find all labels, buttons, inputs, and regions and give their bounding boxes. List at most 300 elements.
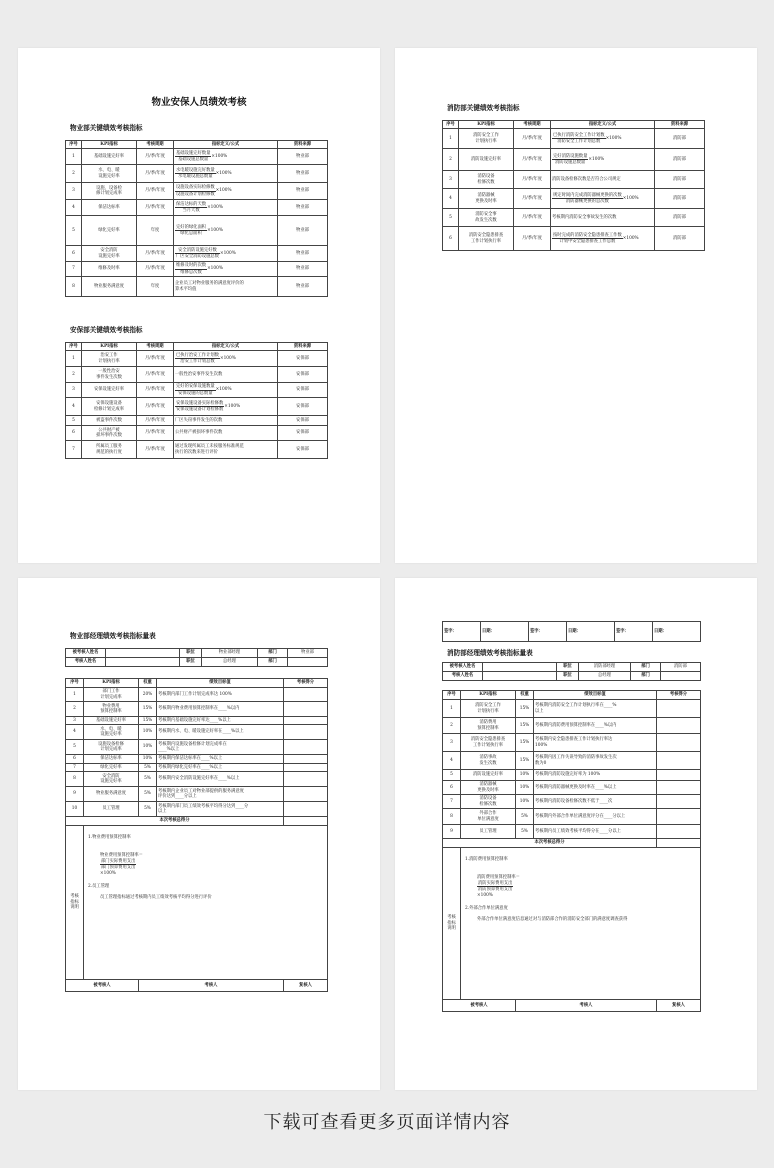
table-row <box>443 209 705 227</box>
table-row <box>66 351 328 367</box>
row-number: 9 <box>66 787 84 802</box>
table-row <box>443 809 701 825</box>
info-table <box>65 648 328 667</box>
formula-multiplier: ×100% <box>215 188 232 194</box>
kpi-name: 基础设施完好率 <box>84 717 139 725</box>
source: 安保部 <box>278 367 328 383</box>
row-number: 4 <box>66 725 84 740</box>
kpi-table-fire <box>442 120 705 251</box>
source: 消防部 <box>655 227 705 251</box>
kpi-name: 安保设施完好率 <box>82 383 137 398</box>
fraction-numerator: 设施设备实际检修数 <box>176 185 215 191</box>
formula-multiplier: ×100% <box>622 195 639 201</box>
score-cell <box>284 755 328 764</box>
row-number: 2 <box>443 718 461 734</box>
kpi-name: 公共财产被 损坏事件次数 <box>82 426 137 441</box>
document-page-2 <box>395 48 757 563</box>
score-cell <box>657 795 701 809</box>
fraction <box>175 225 207 237</box>
examiner-value <box>106 658 180 667</box>
position-label: 职位 <box>180 658 202 667</box>
kpi-name: 设施设备检修 计划完成率 <box>84 740 139 755</box>
kpi-name: 消防设备 检修次数 <box>461 795 516 809</box>
column-header: KPI指标 <box>82 141 137 149</box>
row-number: 4 <box>443 752 461 770</box>
row-number: 6 <box>443 781 461 795</box>
target-value: 考核期内部门工作计划完成率达 100% <box>157 688 284 702</box>
score-cell <box>657 770 701 781</box>
score-cell <box>657 781 701 795</box>
row-number: 7 <box>443 795 461 809</box>
score-cell <box>284 787 328 802</box>
weight: 10% <box>516 770 534 781</box>
fraction <box>552 133 606 145</box>
position-value: 消防部经理 <box>579 663 631 672</box>
sign-reviewer: 复核人 <box>284 980 328 992</box>
row-number: 1 <box>443 129 459 149</box>
definition <box>174 426 278 441</box>
score-cell <box>284 725 328 740</box>
fraction <box>175 263 207 275</box>
column-header: 资料来源 <box>278 141 328 149</box>
table-header-row <box>443 121 705 129</box>
source: 物业部 <box>278 149 328 165</box>
kpi-name: 水、电、暖 设施完好率 <box>82 165 137 183</box>
fraction-numerator: 完好的安保设施数量 <box>176 384 215 390</box>
target-value: 考核期内物业费用预算控制率在____%以内 <box>157 702 284 717</box>
source: 安保部 <box>278 383 328 398</box>
table-row <box>66 717 328 725</box>
cycle: 月/季/年度 <box>137 183 174 200</box>
dept-label: 部门 <box>258 649 288 658</box>
cycle: 月/季/年度 <box>137 416 174 426</box>
formula-multiplier: ×100% <box>207 227 223 233</box>
table-row <box>66 426 328 441</box>
target-value: 考核期内消防安全工作计划执行率在____% 以上 <box>534 700 657 718</box>
table-row <box>66 165 328 183</box>
column-header: 指标定义/公式 <box>174 141 278 149</box>
score-table <box>442 690 701 1012</box>
definition <box>174 383 278 398</box>
dept-value: 物业部 <box>288 649 328 658</box>
section-title: 消防部关键绩效考核指标 <box>447 104 520 112</box>
fraction-numerator: 基础设施完好数量 <box>176 150 211 156</box>
fraction-denominator: 安保设施设备计划检修数 <box>176 407 224 412</box>
kpi-name: 消防器械 更换及时率 <box>461 781 516 795</box>
formula-multiplier: ×100% <box>588 156 605 162</box>
signature-label: 签字： <box>443 622 481 642</box>
dept-value: 消防部 <box>661 663 701 672</box>
note-2-text: 外部合作单位满意度信息通过对与消防部合作的消防安全部门的满意度调查获得 <box>477 916 628 922</box>
row-number: 8 <box>443 809 461 825</box>
fraction-denominator: 厂区安全消防设施总数 <box>176 254 219 259</box>
row-number: 8 <box>66 772 84 787</box>
cycle: 月/季/年度 <box>514 171 551 189</box>
fraction-numerator: 水电暖设施完好数量 <box>176 167 215 173</box>
cycle: 月/季/年度 <box>137 441 174 459</box>
table-row <box>66 200 328 216</box>
score-cell <box>657 718 701 734</box>
definition <box>551 149 655 171</box>
position-value: 物业部经理 <box>202 649 258 658</box>
formula-multiplier: ×100% <box>215 387 232 393</box>
document-page-4 <box>395 578 757 1090</box>
formula-multiplier: ×100% <box>605 135 622 141</box>
row-number: 2 <box>66 165 82 183</box>
source: 消防部 <box>655 149 705 171</box>
cycle: 月/季/年度 <box>137 149 174 165</box>
source: 物业部 <box>278 277 328 297</box>
weight: 15% <box>516 734 534 752</box>
target-value: 考核期内因工作失误导致的消防事故发生次 数为0 <box>534 752 657 770</box>
fraction <box>175 353 220 365</box>
table-header-row <box>443 691 701 700</box>
fraction-numerator: 已执行消防安全工作计划数 <box>553 132 605 138</box>
row-number: 5 <box>443 770 461 781</box>
fraction-numerator: 安保设施设备实际检修数 <box>176 400 224 406</box>
target-value: 考核期内员工绩效考核平均得分在____分以上 <box>534 825 657 839</box>
source: 安保部 <box>278 398 328 416</box>
formula-multiplier: ×100% <box>100 870 116 876</box>
total-score-label: 本次考核总得分 <box>443 839 657 848</box>
definition-text: 消防设备检修次数是否符合公司规定 <box>552 176 621 182</box>
column-header: 考核得分 <box>657 691 701 700</box>
fraction-numerator: 维修及时的次数 <box>176 263 207 269</box>
definition <box>174 398 278 416</box>
weight: 5% <box>516 809 534 825</box>
target-value: 考核期内消防费用预算控制率在____%以内 <box>534 718 657 734</box>
examinee-label: 被考核人姓名 <box>443 663 483 672</box>
row-number: 5 <box>443 209 459 227</box>
row-number: 6 <box>66 426 82 441</box>
column-header: 序号 <box>66 679 84 688</box>
examinee-value <box>106 649 180 658</box>
row-number: 4 <box>443 189 459 209</box>
table-row <box>66 702 328 717</box>
kpi-name: 绿化完好率 <box>82 216 137 246</box>
fraction-denominator: 消防器械更换的总次数 <box>565 199 609 204</box>
fraction-numerator: 保洁达标的天数 <box>176 201 207 207</box>
fraction <box>175 202 207 214</box>
row-number: 2 <box>66 702 84 717</box>
formula-multiplier: ×100% <box>215 170 232 176</box>
table-header-row <box>66 343 328 351</box>
score-cell <box>657 752 701 770</box>
row-number: 5 <box>66 740 84 755</box>
target-value: 考核期内消防设备检修次数不低于____次 <box>534 795 657 809</box>
table-header-row <box>66 679 328 688</box>
column-header: 绩效目标值 <box>157 679 284 688</box>
fraction-numerator: 安全消防设施完好数 <box>175 248 220 254</box>
table-row <box>66 441 328 459</box>
weight: 15% <box>139 717 157 725</box>
row-number: 3 <box>66 383 82 398</box>
notes-content <box>461 848 701 1000</box>
table-row <box>443 752 701 770</box>
document-page-1 <box>18 48 380 563</box>
cycle: 月/季/年度 <box>137 426 174 441</box>
target-value: 考核期内外部合作单位满意度评分在____分以上 <box>534 809 657 825</box>
column-header: 资料来源 <box>278 343 328 351</box>
table-row <box>66 787 328 802</box>
cycle: 月/季/年度 <box>137 262 174 277</box>
kpi-name: 绿化完好率 <box>84 764 139 772</box>
row-number: 6 <box>443 227 459 251</box>
document-title: 物业安保人员绩效考核 <box>151 97 247 108</box>
weight: 10% <box>516 795 534 809</box>
note-2-title: 2.员工管理 <box>88 883 110 889</box>
target-value: 考核期内保洁达标率在____%以上 <box>157 755 284 764</box>
cycle: 月/季/年度 <box>137 200 174 216</box>
table-row <box>443 171 705 189</box>
row-number: 2 <box>66 367 82 383</box>
column-header: 权重 <box>139 679 157 688</box>
column-header: 绩效目标值 <box>534 691 657 700</box>
definition <box>174 149 278 165</box>
sign-examinee: 被考核人 <box>443 1000 516 1012</box>
kpi-name: 设施、设备检 修计划完成率 <box>82 183 137 200</box>
score-cell <box>284 702 328 717</box>
weight: 5% <box>139 802 157 817</box>
kpi-name: 物业费用 预算控制率 <box>84 702 139 717</box>
definition <box>174 416 278 426</box>
fraction-numerator: 部门实际费用支出 <box>101 858 136 864</box>
position-value: 总经理 <box>202 658 258 667</box>
score-cell <box>284 688 328 702</box>
position-label: 职位 <box>557 663 579 672</box>
row-number: 1 <box>66 351 82 367</box>
column-header: 序号 <box>66 141 82 149</box>
table-row <box>66 383 328 398</box>
examinee-value <box>483 663 557 672</box>
weight: 10% <box>139 725 157 740</box>
column-header: 序号 <box>443 121 459 129</box>
weight: 15% <box>516 752 534 770</box>
signature-label: 签字： <box>615 622 653 642</box>
row-number: 3 <box>443 171 459 189</box>
kpi-name: 消防设施完好率 <box>459 149 514 171</box>
sign-examiner: 考核人 <box>516 1000 657 1012</box>
fraction-denominator: 当月天数 <box>182 208 200 213</box>
row-number: 2 <box>443 149 459 171</box>
cycle: 月/季/年度 <box>514 149 551 171</box>
formula-multiplier: ×100% <box>219 355 236 361</box>
date-label: 日期： <box>653 622 701 642</box>
fraction <box>552 154 588 166</box>
kpi-name: 安保设施设备 检修计划完成率 <box>82 398 137 416</box>
position-label: 职位 <box>180 649 202 658</box>
table-row <box>66 262 328 277</box>
kpi-name: 消防安全隐患排查 工作计划执行率 <box>459 227 514 251</box>
definition <box>551 171 655 189</box>
note-1-title: 1.物业费用预算控制率 <box>88 835 131 841</box>
table-header-row <box>66 141 328 149</box>
kpi-name: 员工管理 <box>461 825 516 839</box>
cycle: 月/季/年度 <box>514 209 551 227</box>
source: 消防部 <box>655 189 705 209</box>
table-row <box>443 149 705 171</box>
formula-multiplier: ×100% <box>211 153 228 159</box>
kpi-name: 治安工作 计划执行率 <box>82 351 137 367</box>
score-cell <box>657 809 701 825</box>
table-row <box>66 772 328 787</box>
sign-examiner: 考核人 <box>139 980 284 992</box>
source: 安保部 <box>278 441 328 459</box>
definition <box>174 351 278 367</box>
definition <box>551 227 655 251</box>
target-value: 考核期内消防器械更换及时率在____%以上 <box>534 781 657 795</box>
row-number: 3 <box>66 183 82 200</box>
fraction <box>175 384 216 396</box>
row-number: 9 <box>443 825 461 839</box>
formula-multiplier: ×100% <box>224 403 241 409</box>
source: 消防部 <box>655 171 705 189</box>
kpi-table-security <box>65 342 328 459</box>
dept-label: 部门 <box>631 672 661 681</box>
weight: 10% <box>139 755 157 764</box>
table-row <box>443 825 701 839</box>
kpi-name: 被盗事件次数 <box>82 416 137 426</box>
info-table <box>442 662 701 681</box>
examiner-value <box>483 672 557 681</box>
fraction-numerator: 完好的绿化面积 <box>176 224 207 230</box>
kpi-name: 保洁达标率 <box>82 200 137 216</box>
kpi-name: 安全消防 设施完好率 <box>84 772 139 787</box>
row-number: 1 <box>66 149 82 165</box>
column-header: 权重 <box>516 691 534 700</box>
score-cell <box>284 717 328 725</box>
source: 物业部 <box>278 183 328 200</box>
source: 消防部 <box>655 129 705 149</box>
score-cell <box>657 825 701 839</box>
kpi-name: 一般性治安 事件发生次数 <box>82 367 137 383</box>
sign-reviewer: 复核人 <box>657 1000 701 1012</box>
formula-left: 物业费用预算控制率＝ <box>100 853 143 859</box>
target-value: 考核期内设施设备检修计划完成率在 ____%以上 <box>157 740 284 755</box>
definition <box>174 246 278 262</box>
column-header: 资料来源 <box>655 121 705 129</box>
cycle: 月/季/年度 <box>514 227 551 251</box>
fraction <box>175 185 216 197</box>
table-row <box>66 246 328 262</box>
definition-text: 考核期内消防安全事故发生的次数 <box>552 214 617 220</box>
column-header: 考核周期 <box>514 121 551 129</box>
formula-multiplier: ×100% <box>207 266 223 272</box>
kpi-name: 消防安全工作 计划执行率 <box>459 129 514 149</box>
kpi-name: 维修及时率 <box>82 262 137 277</box>
download-more-link[interactable]: 下载可查看更多页面详情内容 <box>263 1112 511 1133</box>
weight: 10% <box>516 781 534 795</box>
fraction-denominator: 基础设施总数量 <box>178 157 209 162</box>
column-header: 指标定义/公式 <box>174 343 278 351</box>
column-header: KPI指标 <box>461 691 516 700</box>
fraction <box>175 168 216 180</box>
definition <box>174 277 278 297</box>
source: 物业部 <box>278 246 328 262</box>
definition-text: 通过发现所属员工未按服务标准规范 执行的次数来进行评价 <box>175 444 244 455</box>
fraction-numerator: 已执行治安工作计划数 <box>176 352 219 358</box>
section-title: 消防部经理绩效考核指标量表 <box>447 649 533 657</box>
signature-label: 签字： <box>529 622 567 642</box>
table-row <box>443 718 701 734</box>
section-title: 安保部关键绩效考核指标 <box>70 326 143 334</box>
kpi-name: 消防设备 检修次数 <box>459 171 514 189</box>
fraction-denominator: 计划中安全隐患排查工作总数 <box>559 239 616 244</box>
source: 安保部 <box>278 351 328 367</box>
kpi-name: 物业服务满意度 <box>84 787 139 802</box>
score-cell <box>657 700 701 718</box>
table-row <box>443 770 701 781</box>
score-cell <box>284 772 328 787</box>
row-number: 3 <box>443 734 461 752</box>
weight: 15% <box>516 700 534 718</box>
row-number: 5 <box>66 216 82 246</box>
source: 物业部 <box>278 262 328 277</box>
position-label: 职位 <box>557 672 579 681</box>
target-value: 考核期内安全消防设施完好率在____%以上 <box>157 772 284 787</box>
definition <box>174 441 278 459</box>
definition <box>551 209 655 227</box>
cycle: 月/季/年度 <box>137 367 174 383</box>
column-header: KPI指标 <box>84 679 139 688</box>
table-row <box>66 398 328 416</box>
sign-examinee: 被考核人 <box>66 980 139 992</box>
kpi-name: 消防事故 发生次数 <box>461 752 516 770</box>
kpi-name: 基础设施完好率 <box>82 149 137 165</box>
fraction-denominator: 绿化总面积 <box>180 231 202 236</box>
table-row <box>443 227 705 251</box>
fraction <box>175 151 211 163</box>
fraction-numerator: 完好消防设施数量 <box>553 153 588 159</box>
fraction <box>552 193 623 205</box>
definition <box>174 165 278 183</box>
definition <box>551 129 655 149</box>
source: 物业部 <box>278 165 328 183</box>
score-cell <box>284 764 328 772</box>
table-row <box>443 700 701 718</box>
kpi-name: 员工管理 <box>84 802 139 817</box>
fraction-denominator: 设施设备计划检修数 <box>176 191 215 197</box>
row-number: 1 <box>443 700 461 718</box>
table-row <box>443 795 701 809</box>
definition <box>174 216 278 246</box>
column-header: KPI指标 <box>82 343 137 351</box>
weight: 15% <box>139 702 157 717</box>
examiner-label: 考核人姓名 <box>443 672 483 681</box>
column-header: 考核周期 <box>137 343 174 351</box>
note-2-text: 员工管理指标通过考核期内员工绩效考核平均得分进行评价 <box>100 894 212 900</box>
cycle: 月/季/年度 <box>514 189 551 209</box>
fraction-denominator: 部门预算费用支出 <box>101 865 136 871</box>
score-cell <box>657 734 701 752</box>
source: 物业部 <box>278 216 328 246</box>
kpi-name: 消防费用 预算控制率 <box>461 718 516 734</box>
fraction-denominator: 水电暖设施总数量 <box>178 174 213 179</box>
kpi-name: 物业服务满意度 <box>82 277 137 297</box>
definition-text: 厂区失窃事件发生的次数 <box>175 417 223 423</box>
cycle: 年度 <box>137 216 174 246</box>
weight: 5% <box>516 825 534 839</box>
examiner-label: 考核人姓名 <box>66 658 106 667</box>
fraction-denominator: 治安工作计划总数 <box>180 359 215 364</box>
column-header: 序号 <box>443 691 461 700</box>
total-score-value <box>657 839 701 848</box>
fraction-numerator: 消防实际费用支出 <box>478 880 513 886</box>
total-score-label: 本次考核总得分 <box>66 817 284 826</box>
target-value: 考核期内基础设施完好率达____%以上 <box>157 717 284 725</box>
table-row <box>66 416 328 426</box>
row-number: 6 <box>66 755 84 764</box>
